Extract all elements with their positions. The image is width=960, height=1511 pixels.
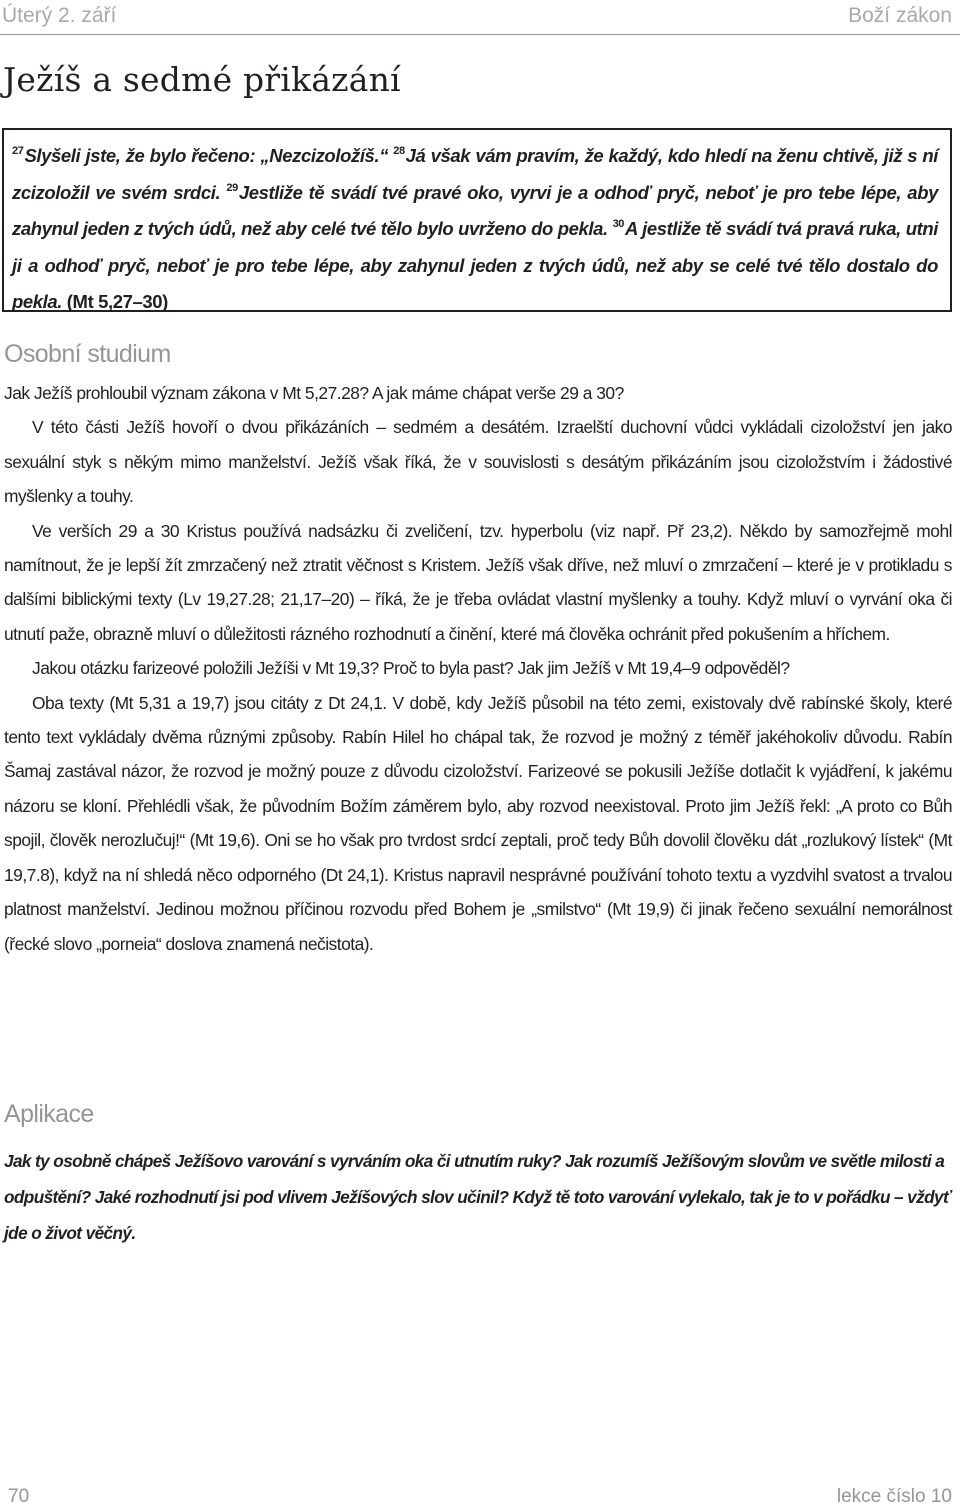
study-body bbox=[4, 376, 952, 961]
page-header bbox=[2, 4, 952, 28]
page-title: Ježíš a sedmé přikázání bbox=[3, 60, 401, 99]
header-divider bbox=[0, 34, 960, 35]
verse-number-29: 29 bbox=[226, 181, 238, 194]
verse-number-27: 27 bbox=[12, 145, 24, 157]
study-paragraph-4: Oba texty (Mt 5,31 a 19,7) jsou citáty z Dt 24,1. V době, kdy Ježíš působil na této zemi, existovaly dvě rabínské školy, které tento text vykládaly dvěma různými způsoby. Rabín Hilel ho chápal tak, že rozvod je možný z téměř jakéhokoliv důvodu. Rabín Šamaj zastával názor, že rozvod je možný pouze z důvodu cizoložství. Farizeové se pokusili Ježíše dotlačit k vyjádření, k jakému názoru se kloní. Přehlédli však, že původním Božím záměrem bylo, aby rozvod neexistoval. Proto jim Ježíš řekl: „A proto co Bůh spojil, člověk nerozlučuj!“ (Mt 19,6). Oni se ho však pro tvrdost srdcí zeptali, proč tedy Bůh dovolil člověku dát „rozlukový lístek“ (Mt 19,7.8), když na ní shledá něco odporného (Dt 24,1). Kristus napravil nesprávné používání tohoto textu a vyzdvihl svatost a trvalou platnost manželství. Jedinou možnou příčinou rozvodu před Bohem je „smilstvo“ (Mt 19,9) či jinak řečeno sexuální nemorálnost (řecké slovo „porneia“ doslova znamená nečistota). bbox=[4, 692, 952, 954]
verse-number-30: 30 bbox=[612, 218, 625, 230]
verse-27: Slyšeli jste, že bylo řečeno: „Nezcizoložíš.“ bbox=[24, 145, 394, 166]
verse-29: Jestliže tě svádí tvé pravé oko, vyrvi je a odhoď pryč, neboť je pro tebe lépe, aby zahynul jeden z tvých údů, než aby celé tvé tělo bylo uvrženo do pekla. bbox=[12, 181, 938, 239]
verse-number-28: 28 bbox=[393, 145, 405, 157]
study-question: Jak Ježíš prohloubil význam zákona v Mt 5,27.28? A jak máme chápat verše 29 a 30? bbox=[4, 383, 624, 403]
lesson-label: lekce číslo 10 bbox=[836, 1486, 952, 1507]
page-number: 70 bbox=[8, 1486, 30, 1507]
study-paragraph-1: V této části Ježíš hovoří o dvou přikázáních – sedmém a desátém. Izraelští duchovní vůdci vykládali cizoložství jen jako sexuální styk s někým mimo manželství. Ježíš však říká, že v souvislosti s desátým přikázáním jsou cizoložstvím i žádostivé myšlenky a touhy. bbox=[4, 417, 952, 507]
verse-28: Já však vám pravím, že každý, kdo hledí na ženu chtivě, již s ní zcizoložil ve svém srdci. bbox=[12, 145, 938, 203]
study-paragraph-2: Ve verších 29 a 30 Kristus používá nadsázku či zveličení, tzv. hyperbolu (viz např. Př 23,2). Někdo by samozřejmě mohl namítnout, že je lepší žít zmrzačený než ztratit věčnost s Kristem. Ježíš však dříve, než mluví o zmrzačení – které je v protikladu s dalšími biblickými texty (Lv 19,27.28; 21,17–20) – říká, že je třeba ovládat vlastní myšlenky a touhy. Když mluví o vyrvání oka či utnutí paže, obrazně mluví o důležitosti rázného rozhodnutí a činění, které má člověka ochránit před pokušením a hříchem. bbox=[4, 520, 952, 644]
application-heading: Aplikace bbox=[4, 1100, 94, 1128]
header-date: Úterý 2. září bbox=[2, 4, 117, 27]
verse-30: A jestliže tě svádí tvá pravá ruka, utni ji a odhoď pryč, neboť je pro tebe lépe, aby zahynul jeden z tvých údů, než aby se celé tvé tělo dostalo do pekla. bbox=[12, 218, 938, 312]
header-section: Boží zákon bbox=[848, 4, 952, 27]
study-paragraph-3: Jakou otázku farizeové položili Ježíši v Mt 19,3? Proč to byla past? Jak jim Ježíš v Mt 19,4–9 odpověděl? bbox=[32, 658, 790, 679]
page-footer bbox=[8, 1486, 952, 1508]
application-text: Jak ty osobně chápeš Ježíšovo varování s vyrváním oka či utnutím ruky? Jak rozumíš Ježíšovým slovům ve světle milosti a odpuštění? Jaké rozhodnutí jsi pod vlivem Ježíšových slov učinil? Když tě toto varování vylekalo, tak je to v pořádku – vždyť jde o život věčný. bbox=[4, 1151, 951, 1243]
study-heading: Osobní studium bbox=[4, 340, 171, 368]
scripture-reference: (Mt 5,27–30) bbox=[66, 291, 168, 312]
scripture-box bbox=[2, 128, 952, 312]
